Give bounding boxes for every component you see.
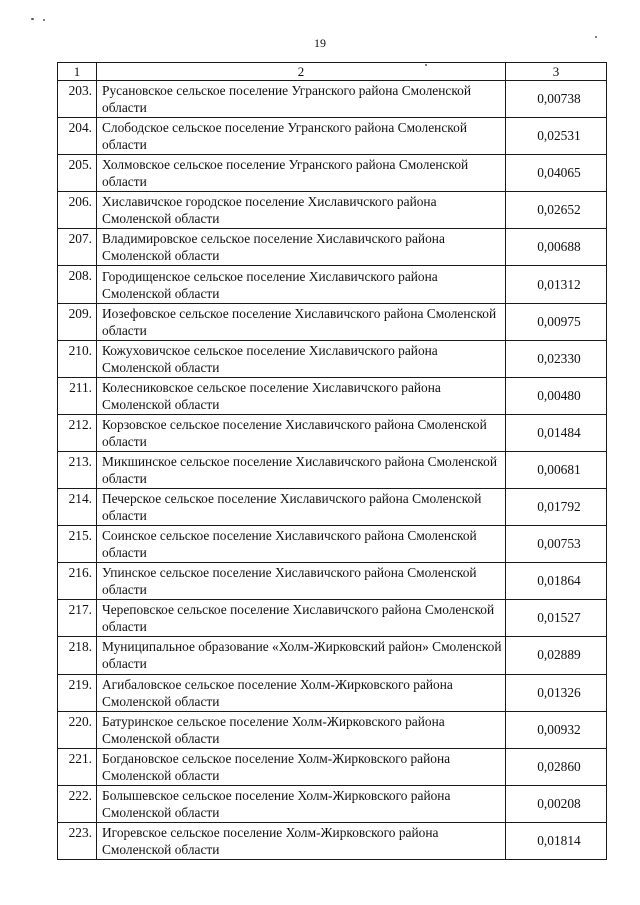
row-number: 210. <box>58 340 97 377</box>
row-number: 203. <box>58 81 97 118</box>
table-row <box>58 526 607 563</box>
row-number: 208. <box>58 266 97 303</box>
share-value: 0,02860 <box>506 748 607 785</box>
settlement-name: Городищенское сельское поселение Хиславичского района Смоленской области <box>97 266 506 303</box>
row-number: 209. <box>58 303 97 340</box>
share-value: 0,00688 <box>506 229 607 266</box>
settlement-name: Микшинское сельское поселение Хиславичского района Смоленской области <box>97 451 506 488</box>
settlement-name: Колесниковское сельское поселение Хиславичского района Смоленской области <box>97 377 506 414</box>
share-value: 0,01326 <box>506 674 607 711</box>
settlement-name: Русановское сельское поселение Угранского района Смоленской области <box>97 81 506 118</box>
row-number: 212. <box>58 414 97 451</box>
table-row <box>58 118 607 155</box>
column-header-value: 3 <box>506 63 607 81</box>
scan-speck <box>425 64 427 66</box>
settlement-name: Холмовское сельское поселение Угранского района Смоленской области <box>97 155 506 192</box>
settlement-name: Владимировское сельское поселение Хиславичского района Смоленской области <box>97 229 506 266</box>
settlement-name: Иозефовское сельское поселение Хиславичского района Смоленской области <box>97 303 506 340</box>
settlement-name: Хиславичское городское поселение Хиславичского района Смоленской области <box>97 192 506 229</box>
table-row <box>58 748 607 785</box>
row-number: 207. <box>58 229 97 266</box>
row-number: 221. <box>58 748 97 785</box>
settlement-name: Соинское сельское поселение Хиславичского района Смоленской области <box>97 526 506 563</box>
share-value: 0,01527 <box>506 600 607 637</box>
table-row <box>58 637 607 674</box>
settlement-name: Болышевское сельское поселение Холм-Жирковского района Смоленской области <box>97 785 506 822</box>
table-header-row <box>58 63 607 81</box>
table-row <box>58 81 607 118</box>
table-row <box>58 340 607 377</box>
table-row <box>58 229 607 266</box>
column-header-name: 2 <box>97 63 506 81</box>
table-row <box>58 822 607 859</box>
table-row <box>58 674 607 711</box>
row-number: 222. <box>58 785 97 822</box>
table-row <box>58 414 607 451</box>
column-header-number: 1 <box>58 63 97 81</box>
row-number: 211. <box>58 377 97 414</box>
table-row <box>58 155 607 192</box>
settlement-name: Кожуховичское сельское поселение Хиславичского района Смоленской области <box>97 340 506 377</box>
table-row <box>58 563 607 600</box>
table-row <box>58 489 607 526</box>
share-value: 0,00480 <box>506 377 607 414</box>
settlement-name: Корзовское сельское поселение Хиславичского района Смоленской области <box>97 414 506 451</box>
table-row <box>58 192 607 229</box>
table-row <box>58 600 607 637</box>
scan-speck <box>31 18 34 20</box>
row-number: 223. <box>58 822 97 859</box>
row-number: 206. <box>58 192 97 229</box>
share-value: 0,01484 <box>506 414 607 451</box>
row-number: 216. <box>58 563 97 600</box>
settlement-name: Агибаловское сельское поселение Холм-Жирковского района Смоленской области <box>97 674 506 711</box>
row-number: 205. <box>58 155 97 192</box>
settlement-name: Муниципальное образование «Холм-Жирковский район» Смоленской области <box>97 637 506 674</box>
row-number: 218. <box>58 637 97 674</box>
row-number: 204. <box>58 118 97 155</box>
share-value: 0,01864 <box>506 563 607 600</box>
settlement-name: Богдановское сельское поселение Холм-Жирковского района Смоленской области <box>97 748 506 785</box>
share-value: 0,04065 <box>506 155 607 192</box>
settlement-name: Батуринское сельское поселение Холм-Жирковского района Смоленской области <box>97 711 506 748</box>
share-value: 0,01792 <box>506 489 607 526</box>
table-row <box>58 785 607 822</box>
scan-speck <box>43 19 45 21</box>
row-number: 217. <box>58 600 97 637</box>
share-value: 0,00738 <box>506 81 607 118</box>
settlement-name: Слободское сельское поселение Угранского района Смоленской области <box>97 118 506 155</box>
share-value: 0,02531 <box>506 118 607 155</box>
table-row <box>58 451 607 488</box>
settlement-name: Упинское сельское поселение Хиславичского района Смоленской области <box>97 563 506 600</box>
table-row <box>58 303 607 340</box>
settlement-name: Игоревское сельское поселение Холм-Жирковского района Смоленской области <box>97 822 506 859</box>
page-number: 19 <box>314 36 326 50</box>
share-value: 0,00932 <box>506 711 607 748</box>
table-row <box>58 711 607 748</box>
share-value: 0,00753 <box>506 526 607 563</box>
row-number: 219. <box>58 674 97 711</box>
share-value: 0,00681 <box>506 451 607 488</box>
scan-speck <box>595 36 597 38</box>
share-value: 0,00975 <box>506 303 607 340</box>
share-value: 0,00208 <box>506 785 607 822</box>
row-number: 214. <box>58 489 97 526</box>
settlement-name: Череповское сельское поселение Хиславичского района Смоленской области <box>97 600 506 637</box>
table-row <box>58 377 607 414</box>
share-value: 0,02330 <box>506 340 607 377</box>
table-row <box>58 266 607 303</box>
share-value: 0,02889 <box>506 637 607 674</box>
settlement-name: Печерское сельское поселение Хиславичского района Смоленской области <box>97 489 506 526</box>
row-number: 215. <box>58 526 97 563</box>
row-number: 220. <box>58 711 97 748</box>
share-value: 0,01814 <box>506 822 607 859</box>
row-number: 213. <box>58 451 97 488</box>
table-body <box>58 81 607 860</box>
share-value: 0,02652 <box>506 192 607 229</box>
share-value: 0,01312 <box>506 266 607 303</box>
allocation-table <box>57 62 607 860</box>
